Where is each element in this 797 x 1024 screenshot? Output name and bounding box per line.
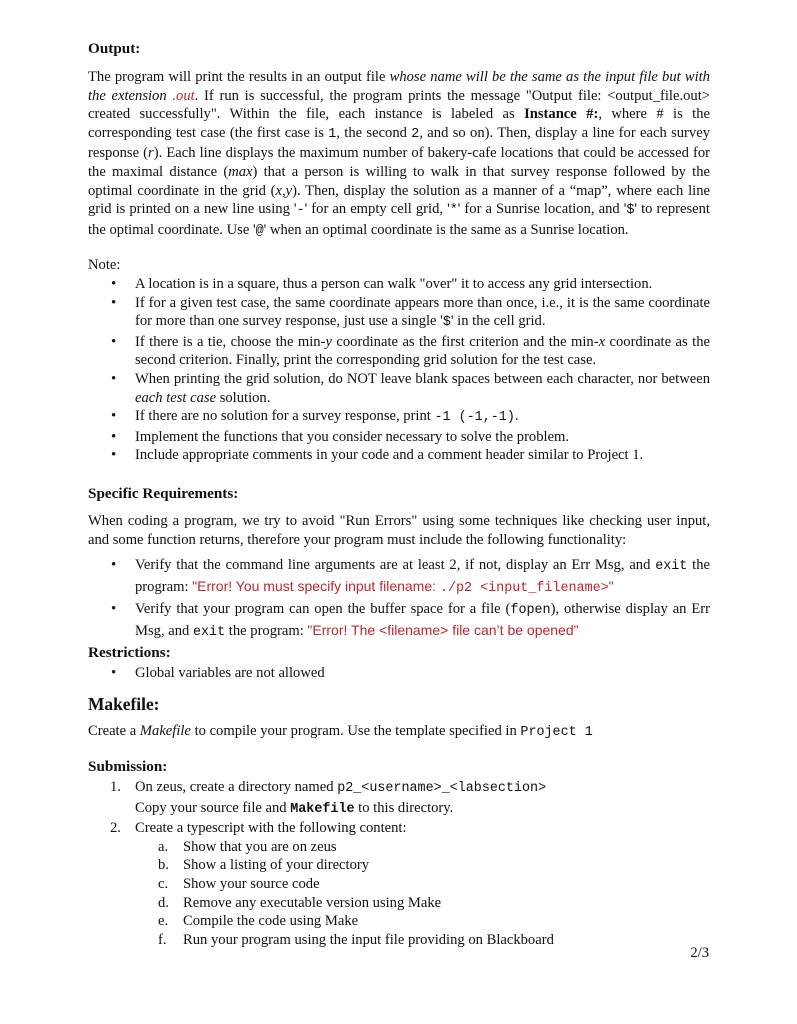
text: , the second	[336, 124, 412, 141]
list-marker: a.	[158, 838, 169, 855]
text: The program will print the results in an output file	[88, 69, 390, 85]
specific-requirements-paragraph: When coding a program, we try to avoid "Run Errors" using some techniques like checking user input, and some function returns, therefore your program must include the following functionality:	[88, 513, 710, 548]
list-marker: e.	[158, 913, 169, 930]
text-italic: max	[228, 163, 253, 180]
text: the program:	[135, 557, 710, 595]
text-italic: each test case	[135, 389, 217, 406]
text: Implement the functions that you consider necessary to solve the problem.	[135, 428, 570, 445]
text: solution.	[216, 389, 271, 406]
instance-label: Instance #:	[524, 106, 599, 123]
typescript-steps-list	[135, 838, 710, 950]
text: .	[514, 408, 519, 425]
list-item	[88, 894, 710, 913]
text: Create a	[88, 723, 140, 739]
list-marker: d.	[158, 894, 169, 911]
text: Verify that the command line arguments are at least 2, if not, display an Err Msg, and	[135, 557, 656, 573]
list-item	[88, 912, 710, 931]
specific-requirements-list	[88, 556, 710, 642]
text: Create a typescript with the following content:	[135, 820, 407, 837]
list-item	[88, 446, 710, 465]
text: ). Then, display the solution as a manner of a “map”, where each line grid is printed on a new line using '	[88, 182, 710, 218]
list-item	[88, 294, 710, 333]
code-text: ./p2 <input_filename>	[439, 580, 609, 596]
code-text: $	[442, 315, 451, 331]
text: ) that a person is willing to walk in that survey response followed by the optimal coordinate in the grid (	[88, 163, 710, 199]
text: "Error! You must specify input filename:	[192, 577, 440, 594]
code-text: exit	[655, 559, 688, 574]
code-text: -1 (-1,-1)	[434, 410, 515, 426]
list-item	[88, 275, 710, 294]
list-item	[88, 556, 710, 598]
text-italic: x,y	[275, 182, 293, 199]
text: Verify that your program can open the buffer space for a file (	[135, 601, 511, 618]
list-marker: c.	[158, 875, 169, 892]
code-text: Makefile	[290, 801, 355, 817]
list-marker: f.	[158, 931, 167, 948]
text: Run your program using the input file providing on Blackboard	[183, 931, 554, 948]
specific-requirements-heading: Specific Requirements:	[88, 485, 239, 502]
page-number: 2/3	[690, 945, 709, 961]
text: ' in the cell grid.	[450, 313, 546, 330]
text: Show a listing of your directory	[183, 857, 370, 874]
output-paragraph	[88, 68, 710, 241]
output-notes-list	[88, 275, 710, 465]
text: ' for a Sunrise location, and '	[457, 201, 627, 218]
submission-heading: Submission:	[88, 758, 168, 775]
text: A location is in a square, thus a person can walk "over" it to access any grid intersection.	[135, 276, 653, 292]
list-item	[88, 664, 710, 683]
code-text: @	[255, 223, 264, 239]
list-item	[88, 333, 710, 370]
text: Show that you are on zeus	[183, 838, 337, 855]
error-message: "Error! The <filename> file can’t be opened”	[307, 621, 579, 638]
restrictions-list	[88, 664, 710, 683]
text: ' to represent the optimal coordinate. Use '	[88, 201, 710, 238]
list-item	[88, 931, 710, 950]
list-item	[88, 428, 710, 447]
text-italic: y	[325, 333, 332, 350]
submission-list	[88, 778, 710, 949]
extension-text: .out	[172, 87, 195, 104]
list-marker: 2.	[110, 820, 121, 837]
note-label: Note:	[88, 257, 121, 273]
code-text: exit	[192, 624, 226, 640]
list-item	[88, 856, 710, 875]
text-italic: Makefile	[139, 723, 191, 739]
text: Show your source code	[183, 875, 320, 892]
code-text: 2	[411, 126, 420, 142]
text: to this directory.	[354, 799, 454, 816]
code-text: -	[296, 203, 305, 219]
code-text: Project 1	[520, 725, 593, 740]
text: If for a given test case, the same coordinate appears more than once, i.e., it is the same coordinate for more than one survey response, just use a single '	[135, 294, 710, 330]
code-text: $	[626, 203, 635, 219]
restrictions-heading: Restrictions:	[88, 644, 171, 661]
text: When printing the grid solution, do NOT leave blank spaces between each character, nor between	[135, 370, 710, 387]
text: Include appropriate comments in your code and a comment header similar to Project 1.	[135, 447, 644, 464]
list-item	[88, 778, 710, 819]
list-marker: b.	[158, 857, 169, 874]
text: ), otherwise display an Err Msg, and	[135, 601, 711, 639]
text: Global variables are not allowed	[135, 665, 325, 681]
list-marker: 1.	[110, 779, 121, 795]
text: On zeus, create a directory named	[135, 779, 338, 795]
text-italic: x	[598, 333, 606, 350]
code-text: 1	[328, 126, 337, 142]
text: Compile the code using Make	[183, 913, 359, 930]
text: to compile your program. Use the template specified in	[190, 723, 521, 739]
text: coordinate as the first criterion and the min-	[331, 333, 599, 350]
text: , where # is the corresponding test case (the first case is	[88, 106, 710, 141]
text: If there is a tie, choose the min-	[135, 333, 326, 350]
output-heading: Output:	[88, 40, 141, 57]
list-item	[88, 838, 710, 857]
text: "	[608, 577, 614, 594]
makefile-heading: Makefile:	[88, 694, 160, 714]
list-item	[88, 407, 710, 428]
makefile-paragraph	[88, 722, 710, 743]
code-text: p2_<username>_<labsection>	[337, 781, 547, 796]
list-item	[88, 819, 710, 949]
text: If there are no solution for a survey response, print	[135, 408, 435, 425]
text: ). Each line displays the maximum number of bakery-cafe locations that could be accessed for the maximal distance (	[88, 145, 710, 180]
error-message	[192, 578, 614, 594]
text: the program:	[225, 622, 308, 639]
code-text: *	[449, 203, 458, 219]
text: Copy your source file and	[135, 799, 291, 816]
list-item	[88, 875, 710, 894]
list-item	[88, 600, 710, 642]
text: ' when an optimal coordinate is the same as a Sunrise location.	[263, 221, 629, 238]
text: coordinate as the second criterion. Finally, print the corresponding grid solution for the test case.	[135, 333, 710, 369]
text: ' for an empty cell grid, '	[304, 201, 450, 218]
text: Remove any executable version using Make	[183, 894, 442, 911]
text-italic: whose name will be the same as the input file but with the extension	[88, 69, 710, 104]
code-text: fopen	[510, 603, 551, 619]
text: , and so on). Then, display a line for each survey response (	[88, 124, 710, 162]
text-italic: r	[148, 145, 154, 162]
list-item	[88, 370, 710, 407]
text: . If run is successful, the program prints the message "Output file: <output_file.out> created successfully". Within the file, each instance is labeled as	[88, 87, 710, 123]
